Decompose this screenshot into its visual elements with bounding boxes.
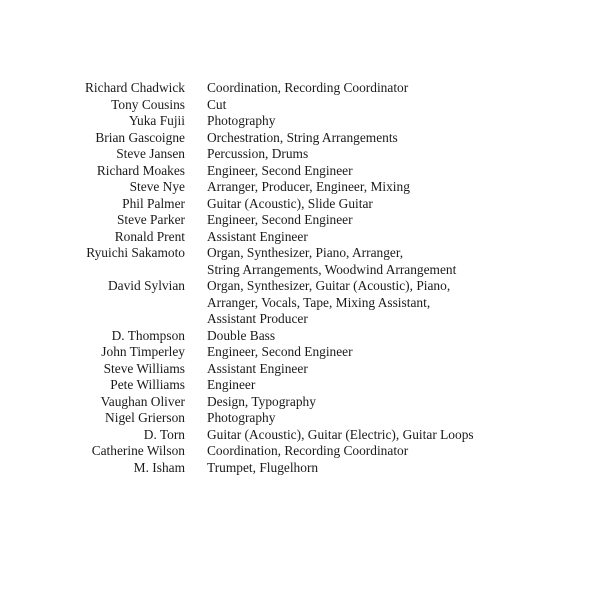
credit-name: M. Isham	[133, 459, 185, 475]
credit-row	[0, 212, 600, 229]
credit-role	[207, 361, 587, 378]
credit-role	[207, 328, 587, 345]
credit-role-line: Percussion, Drums	[207, 146, 309, 161]
credit-role	[207, 212, 587, 229]
credit-row	[0, 196, 600, 213]
credit-name: Catherine Wilson	[91, 443, 185, 458]
credit-role	[207, 410, 587, 427]
credit-role-line: Photography	[207, 113, 276, 128]
credit-role	[207, 427, 587, 444]
credit-name: Richard Moakes	[96, 162, 185, 178]
credit-name: Brian Gascoigne	[95, 129, 185, 145]
credit-row	[0, 113, 600, 130]
credit-role-line: Coordination, Recording Coordinator	[207, 80, 409, 95]
credit-role-line: Guitar (Acoustic), Guitar (Electric), Guitar Loops	[207, 426, 474, 442]
credit-row	[0, 80, 600, 97]
credit-name: Steve Parker	[116, 212, 185, 227]
credit-name: D. Thompson	[111, 327, 185, 343]
credit-role	[207, 278, 587, 328]
credit-name: Vaughan Oliver	[100, 393, 185, 409]
credit-role-line: Guitar (Acoustic), Slide Guitar	[207, 195, 373, 211]
credit-row	[0, 443, 600, 460]
credit-role	[207, 394, 587, 411]
credit-name: David Sylvian	[108, 278, 185, 293]
credit-role-line: Trumpet, Flugelhorn	[207, 459, 319, 475]
credit-role	[207, 113, 587, 130]
credit-role	[207, 97, 587, 114]
credit-role-line: Arranger, Producer, Engineer, Mixing	[207, 179, 410, 194]
credit-role-line: Cut	[207, 96, 227, 112]
credit-name: Steve Jansen	[116, 146, 185, 161]
credit-row	[0, 229, 600, 246]
credit-role-line: Arranger, Vocals, Tape, Mixing Assistant,	[207, 294, 431, 310]
credit-role	[207, 229, 587, 246]
credit-row	[0, 361, 600, 378]
credit-role-line: Engineer, Second Engineer	[207, 212, 353, 227]
credit-row	[0, 245, 600, 278]
credit-role-line: Engineer, Second Engineer	[207, 162, 353, 178]
credit-role	[207, 179, 587, 196]
credit-role	[207, 460, 587, 477]
credits-list	[0, 80, 600, 476]
credit-role	[207, 377, 587, 394]
credit-role-line: Double Bass	[207, 327, 276, 343]
credit-role-line: Coordination, Recording Coordinator	[207, 443, 409, 458]
credit-row	[0, 344, 600, 361]
credit-name: Richard Chadwick	[84, 80, 185, 95]
credit-role-line: String Arrangements, Woodwind Arrangement	[207, 261, 457, 277]
credit-name: Yuka Fujii	[128, 113, 185, 128]
credit-name: Nigel Grierson	[105, 410, 185, 425]
credit-row	[0, 130, 600, 147]
credit-role-line: Orchestration, String Arrangements	[207, 129, 398, 145]
credit-row	[0, 427, 600, 444]
credit-role-line: Assistant Engineer	[207, 228, 308, 244]
credit-row	[0, 394, 600, 411]
credit-role	[207, 146, 587, 163]
credit-name: Ronald Prent	[114, 228, 185, 244]
credit-role-line: Engineer	[207, 377, 256, 392]
credit-role-line: Design, Typography	[207, 393, 316, 409]
credit-row	[0, 146, 600, 163]
credit-name: Tony Cousins	[111, 96, 185, 112]
credit-row	[0, 410, 600, 427]
credit-row	[0, 278, 600, 328]
credit-name: Pete Williams	[110, 377, 185, 392]
credit-row	[0, 97, 600, 114]
credit-row	[0, 328, 600, 345]
credit-role-line: Organ, Synthesizer, Piano, Arranger,	[207, 245, 404, 260]
credit-name: Ryuichi Sakamoto	[86, 245, 185, 260]
credit-role	[207, 163, 587, 180]
credit-role-line: Engineer, Second Engineer	[207, 344, 353, 359]
credit-role-line: Assistant Engineer	[207, 360, 308, 376]
credit-role	[207, 344, 587, 361]
credit-name: John Timperley	[101, 344, 185, 359]
credit-role	[207, 130, 587, 147]
credit-row	[0, 377, 600, 394]
credit-role-line: Organ, Synthesizer, Guitar (Acoustic), Piano,	[207, 278, 451, 293]
credit-name: Steve Nye	[129, 179, 185, 194]
credit-role-line: Photography	[207, 410, 276, 425]
credit-name: Phil Palmer	[122, 195, 185, 211]
credit-role-line: Assistant Producer	[207, 311, 308, 326]
credit-role	[207, 196, 587, 213]
credit-row	[0, 460, 600, 477]
credit-row	[0, 163, 600, 180]
credit-role	[207, 245, 587, 278]
credit-name: Steve Williams	[103, 360, 185, 376]
credit-role	[207, 80, 587, 97]
credit-role	[207, 443, 587, 460]
credit-row	[0, 179, 600, 196]
credit-name: D. Torn	[143, 426, 185, 442]
